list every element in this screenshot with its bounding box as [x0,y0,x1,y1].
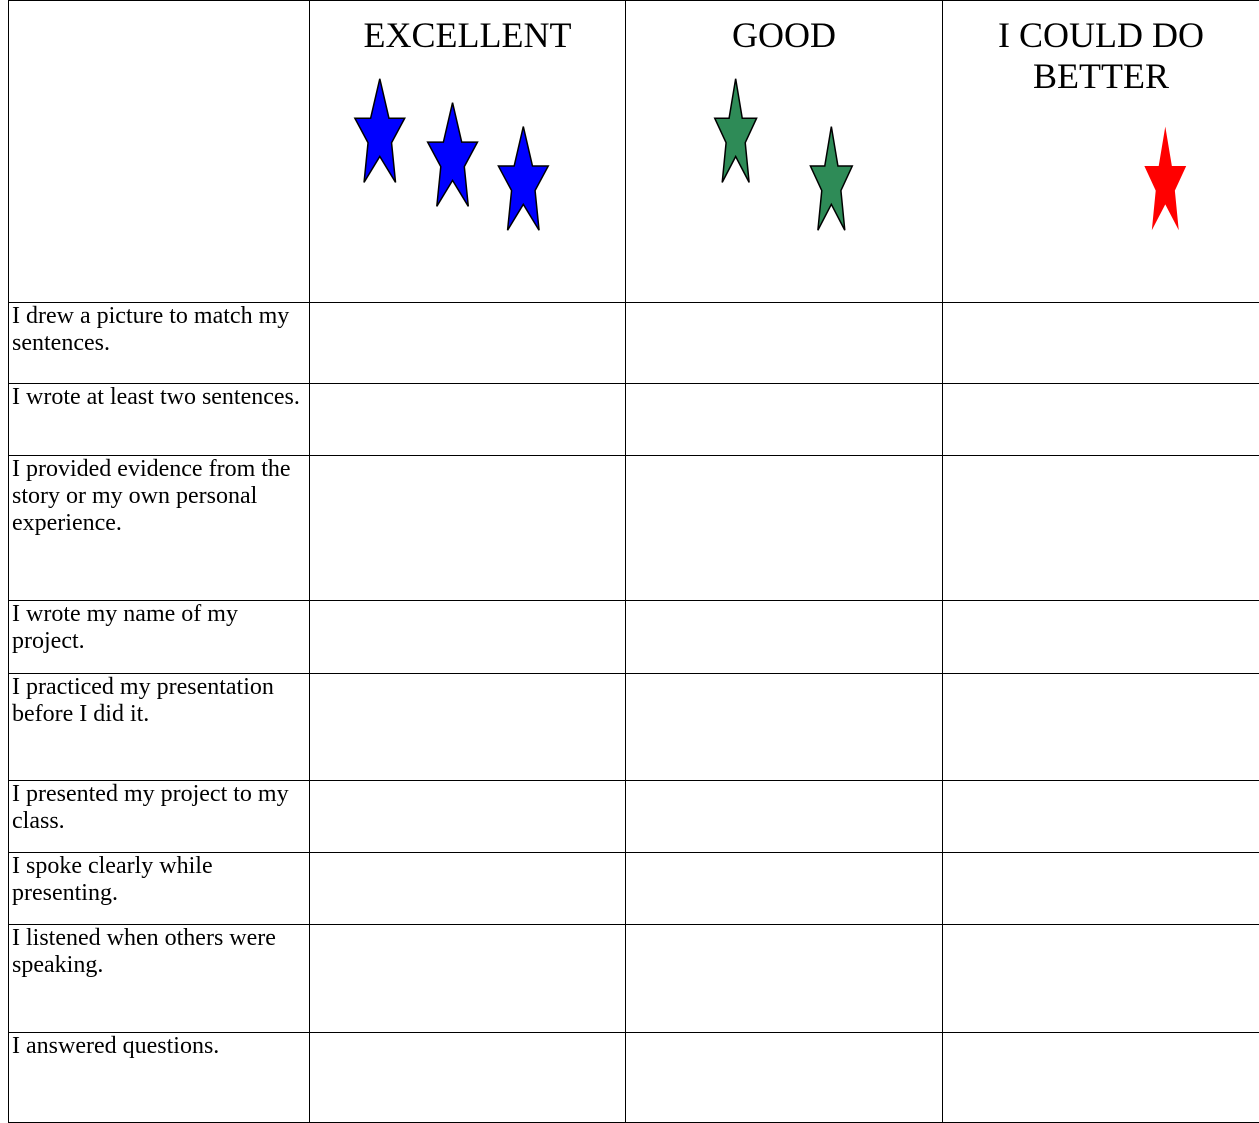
rating-cell-good[interactable] [626,853,943,925]
rating-cell-excellent[interactable] [310,781,626,853]
blue-star-icon [498,127,548,231]
rating-cell-good[interactable] [626,384,943,456]
blue-star-icon [355,79,405,183]
rating-cell-excellent[interactable] [310,1033,626,1123]
rating-cell-could-do-better[interactable] [943,1033,1259,1123]
header-good [626,1,943,303]
table-row [9,925,1259,1033]
rating-cell-could-do-better[interactable] [943,303,1259,384]
criterion-cell: I wrote my name of my project. [9,601,310,674]
table-row [9,1033,1259,1123]
rubric-table [8,0,1259,1123]
table-row [9,853,1259,925]
rating-cell-good[interactable] [626,601,943,674]
rating-cell-could-do-better[interactable] [943,674,1259,781]
blue-star-icon [428,103,478,207]
rating-cell-good[interactable] [626,925,943,1033]
rating-cell-excellent[interactable] [310,384,626,456]
rating-cell-good[interactable] [626,456,943,601]
table-row [9,781,1259,853]
header-good-label: GOOD [626,1,942,56]
table-row [9,456,1259,601]
rating-cell-excellent[interactable] [310,303,626,384]
corner-cell [9,1,310,303]
rating-cell-good[interactable] [626,674,943,781]
red-star-icon [1144,127,1186,231]
rating-cell-could-do-better[interactable] [943,601,1259,674]
rating-cell-excellent[interactable] [310,456,626,601]
table-row [9,303,1259,384]
criterion-cell: I presented my project to my class. [9,781,310,853]
criterion-cell: I answered questions. [9,1033,310,1123]
green-star-icon [810,127,852,231]
header-row [9,1,1259,303]
rating-cell-good[interactable] [626,1033,943,1123]
criterion-cell: I provided evidence from the story or my own personal experience. [9,456,310,601]
header-excellent-label: EXCELLENT [310,1,625,56]
criterion-cell: I practiced my presentation before I did it. [9,674,310,781]
criterion-cell: I spoke clearly while presenting. [9,853,310,925]
rating-cell-excellent[interactable] [310,601,626,674]
green-star-icon [715,79,757,183]
criterion-cell: I listened when others were speaking. [9,925,310,1033]
rating-cell-excellent[interactable] [310,853,626,925]
rating-cell-good[interactable] [626,303,943,384]
table-row [9,384,1259,456]
rating-cell-excellent[interactable] [310,925,626,1033]
rating-cell-excellent[interactable] [310,674,626,781]
rating-cell-could-do-better[interactable] [943,925,1259,1033]
header-excellent [310,1,626,303]
criterion-cell: I drew a picture to match my sentences. [9,303,310,384]
rating-cell-could-do-better[interactable] [943,384,1259,456]
rating-cell-could-do-better[interactable] [943,781,1259,853]
table-row [9,674,1259,781]
header-could-do-better-label: I COULD DO BETTER [943,1,1259,97]
criterion-cell: I wrote at least two sentences. [9,384,310,456]
header-could-do-better [943,1,1259,303]
rating-cell-good[interactable] [626,781,943,853]
rating-cell-could-do-better[interactable] [943,853,1259,925]
table-row [9,601,1259,674]
rating-cell-could-do-better[interactable] [943,456,1259,601]
